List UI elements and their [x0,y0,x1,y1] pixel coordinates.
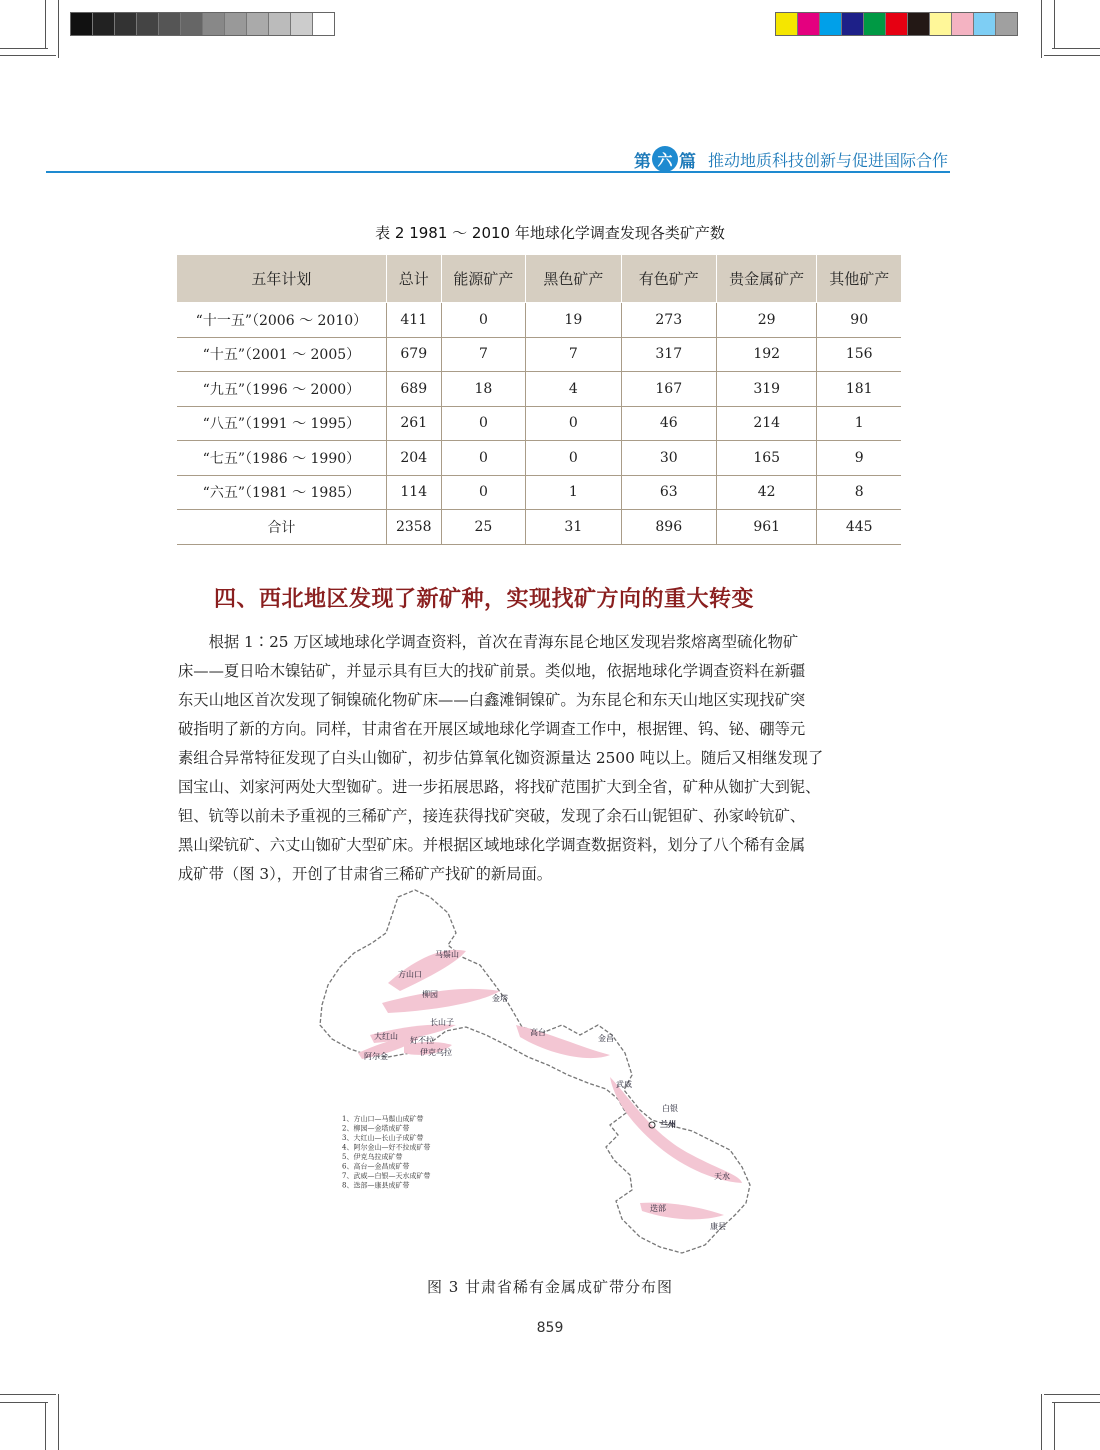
table-body [177,303,901,545]
color-swatch [930,13,952,35]
belt-2 [382,989,500,1013]
color-swatch [864,13,886,35]
paragraph-line: 根据 1∶25 万区域地球化学调查资料，首次在青海东昆仑地区发现岩浆熔离型硫化物矿 [178,633,799,651]
crop-mark [1052,1402,1100,1403]
map-place-label: 方山口 [398,970,422,979]
table-cell: 31 [526,510,621,545]
table-cell: 4 [526,372,621,407]
chapter-number-badge: 六 [652,146,678,172]
table-cell: 0 [441,303,525,338]
color-swatch [842,13,864,35]
paragraph-line: 破指明了新的方向。同样，甘肃省在开展区域地球化学调查工作中，根据锂、钨、铋、硼等元 [178,720,806,738]
table-cell: 165 [716,441,816,476]
gray-swatch [291,13,313,35]
crop-mark [1054,1402,1055,1450]
table-row [177,303,901,338]
table-header-cell: 其他矿产 [817,255,901,303]
map-place-label: 马鬃山 [435,950,459,959]
table-cell: 192 [716,337,816,372]
body-paragraph [178,628,900,889]
legend-item: 1、方山口—马鬃山成矿带 [342,1115,424,1123]
table-cell: “九五”（1996 ～ 2000） [177,372,386,407]
table-cell: 0 [441,475,525,510]
table-cell: 8 [817,475,901,510]
paragraph-line: 素组合异常特征发现了白头山铷矿，初步估算氧化铷资源量达 2500 吨以上。随后又相继发现了 [178,749,824,767]
table-header-cell: 有色矿产 [621,255,716,303]
table-cell: 42 [716,475,816,510]
map-place-label: 康县 [710,1222,726,1231]
map-place-label: 迭部 [650,1204,666,1213]
table-cell: 961 [716,510,816,545]
crop-mark [0,1394,56,1395]
table-cell: 0 [441,406,525,441]
table-header-row [177,255,901,303]
table-header-cell: 能源矿产 [441,255,525,303]
belt-7 [610,1077,742,1183]
table-row [177,510,901,545]
table-cell: 7 [441,337,525,372]
paragraph-line: 黑山梁钪矿、六丈山铷矿大型矿床。并根据区域地球化学调查数据资料，划分了八个稀有金属 [178,836,806,854]
table-header-cell: 贵金属矿产 [716,255,816,303]
table-cell: 25 [441,510,525,545]
paragraph-line: 成矿带（图 3），开创了甘肃省三稀矿产找矿的新局面。 [178,865,553,883]
table-cell: 63 [621,475,716,510]
table-row [177,475,901,510]
crop-mark [1054,0,1055,48]
table-cell: 319 [716,372,816,407]
gray-swatch [203,13,225,35]
table-cell: 204 [386,441,441,476]
crop-mark [0,48,48,49]
table-cell: 317 [621,337,716,372]
map-place-label: 高台 [530,1028,546,1037]
crop-mark [0,55,56,56]
figure-caption: 图 3 甘肃省稀有金属成矿带分布图 [426,1278,674,1296]
header-rule [46,171,950,173]
table-cell: 18 [441,372,525,407]
chapter-title: 推动地质科技创新与促进国际合作 [707,150,948,170]
chapter-suffix: 篇 [678,151,696,172]
table-row [177,406,901,441]
crop-mark [1041,0,1042,58]
gray-swatch [181,13,203,35]
map-place-label: 金昌 [598,1034,614,1043]
page-number: 859 [536,1320,564,1336]
gray-swatch [159,13,181,35]
table-cell: “六五”（1981 ～ 1985） [177,475,386,510]
table-header-cell: 总计 [386,255,441,303]
table-cell: 0 [441,441,525,476]
legend-item: 7、武威—白银—天水成矿带 [342,1172,431,1180]
crop-mark [0,1402,48,1403]
gansu-map [280,885,800,1260]
chapter-prefix: 第 [633,151,651,172]
color-swatch [886,13,908,35]
table-cell: 7 [526,337,621,372]
map-place-label: 天水 [714,1172,730,1181]
table-cell: 214 [716,406,816,441]
table-cell: 114 [386,475,441,510]
map-place-label: 好不拉 [410,1036,434,1045]
table-cell: 689 [386,372,441,407]
map-place-label: 大红山 [374,1032,398,1041]
map-place-label: 阿尔金 [364,1052,388,1061]
paragraph-line: 国宝山、刘家河两处大型铷矿。进一步拓展思路，将找矿范围扩大到全省，矿种从铷扩大到铌、 [178,778,821,796]
color-swatch-bar [775,12,1018,36]
color-swatch [908,13,930,35]
table-cell: 90 [817,303,901,338]
legend-item: 8、迭部—康县成矿带 [342,1181,410,1190]
table-cell: 0 [526,406,621,441]
gray-swatch [269,13,291,35]
table-cell: 181 [817,372,901,407]
legend-item: 4、阿尔金山—好不拉成矿带 [342,1143,431,1152]
table-row [177,372,901,407]
table-cell: 19 [526,303,621,338]
table-cell: 273 [621,303,716,338]
map-place-label: 武威 [616,1080,632,1089]
table-cell: 合计 [177,510,386,545]
crop-mark [58,1394,59,1450]
grayscale-bar [70,12,335,36]
color-swatch [776,13,798,35]
map-place-label: 伊克乌拉 [420,1048,452,1057]
map-place-label: 兰州 [660,1119,676,1129]
crop-mark [45,1402,46,1450]
table-cell: 445 [817,510,901,545]
color-swatch [820,13,842,35]
crop-mark [1044,1394,1100,1395]
map-place-label: 柳园 [422,990,438,999]
table-cell: 156 [817,337,901,372]
table-cell: 29 [716,303,816,338]
map-place-label: 长山子 [430,1018,454,1027]
table-cell: “十五”（2001 ～ 2005） [177,337,386,372]
gray-swatch [225,13,247,35]
gray-swatch [313,13,334,35]
table-cell: “十一五”（2006 ～ 2010） [177,303,386,338]
table-cell: 411 [386,303,441,338]
chapter-label [634,146,696,172]
table-row [177,337,901,372]
crop-mark [1041,1394,1042,1450]
color-swatch [974,13,996,35]
table-cell: 679 [386,337,441,372]
table-cell: 2358 [386,510,441,545]
table-cell: 896 [621,510,716,545]
table-cell: “八五”（1991 ～ 1995） [177,406,386,441]
map-place-label: 金塔 [492,994,508,1003]
table-row [177,441,901,476]
map-labels [364,949,730,1231]
gray-swatch [93,13,115,35]
legend-item: 6、高台—金昌成矿带 [342,1162,410,1171]
table-cell: 0 [526,441,621,476]
crop-mark [1044,55,1100,56]
running-header [634,146,948,172]
table-header-cell: 黑色矿产 [526,255,621,303]
paragraph-line: 钽、钪等以前未予重视的三稀矿产，接连获得找矿突破，发现了余石山铌钽矿、孙家岭钪矿、 [178,807,806,825]
table-cell: 46 [621,406,716,441]
map-legend [342,1114,430,1190]
legend-item: 2、柳园—金塔成矿带 [342,1124,410,1133]
table-cell: “七五”（1986 ～ 1990） [177,441,386,476]
table-header-cell: 五年计划 [177,255,386,303]
gray-swatch [137,13,159,35]
crop-mark [45,0,46,48]
color-swatch [798,13,820,35]
table-cell: 1 [817,406,901,441]
legend-item: 5、伊克乌拉成矿带 [342,1153,403,1161]
paragraph-line: 床——夏日哈木镍钴矿，并显示具有巨大的找矿前景。类似地，依据地球化学调查资料在新疆 [178,662,806,680]
color-swatch [996,13,1017,35]
gray-swatch [71,13,93,35]
table-caption: 表 2 1981 ～ 2010 年地球化学调查发现各类矿产数 [375,224,725,242]
gray-swatch [115,13,137,35]
minerals-table [177,255,901,545]
table-cell: 167 [621,372,716,407]
color-swatch [952,13,974,35]
paragraph-line: 东天山地区首次发现了铜镍硫化物矿床——白鑫滩铜镍矿。为东昆仑和东天山地区实现找矿突 [178,691,806,709]
crop-mark [58,0,59,58]
table-cell: 261 [386,406,441,441]
table-cell: 30 [621,441,716,476]
table-cell: 9 [817,441,901,476]
gray-swatch [247,13,269,35]
province-outline [320,890,750,1253]
table-cell: 1 [526,475,621,510]
crop-mark [1052,48,1100,49]
map-place-label: 白银 [662,1104,678,1113]
legend-item: 3、大红山—长山子成矿带 [342,1134,424,1142]
section-heading: 四、西北地区发现了新矿种，实现找矿方向的重大转变 [214,587,755,612]
